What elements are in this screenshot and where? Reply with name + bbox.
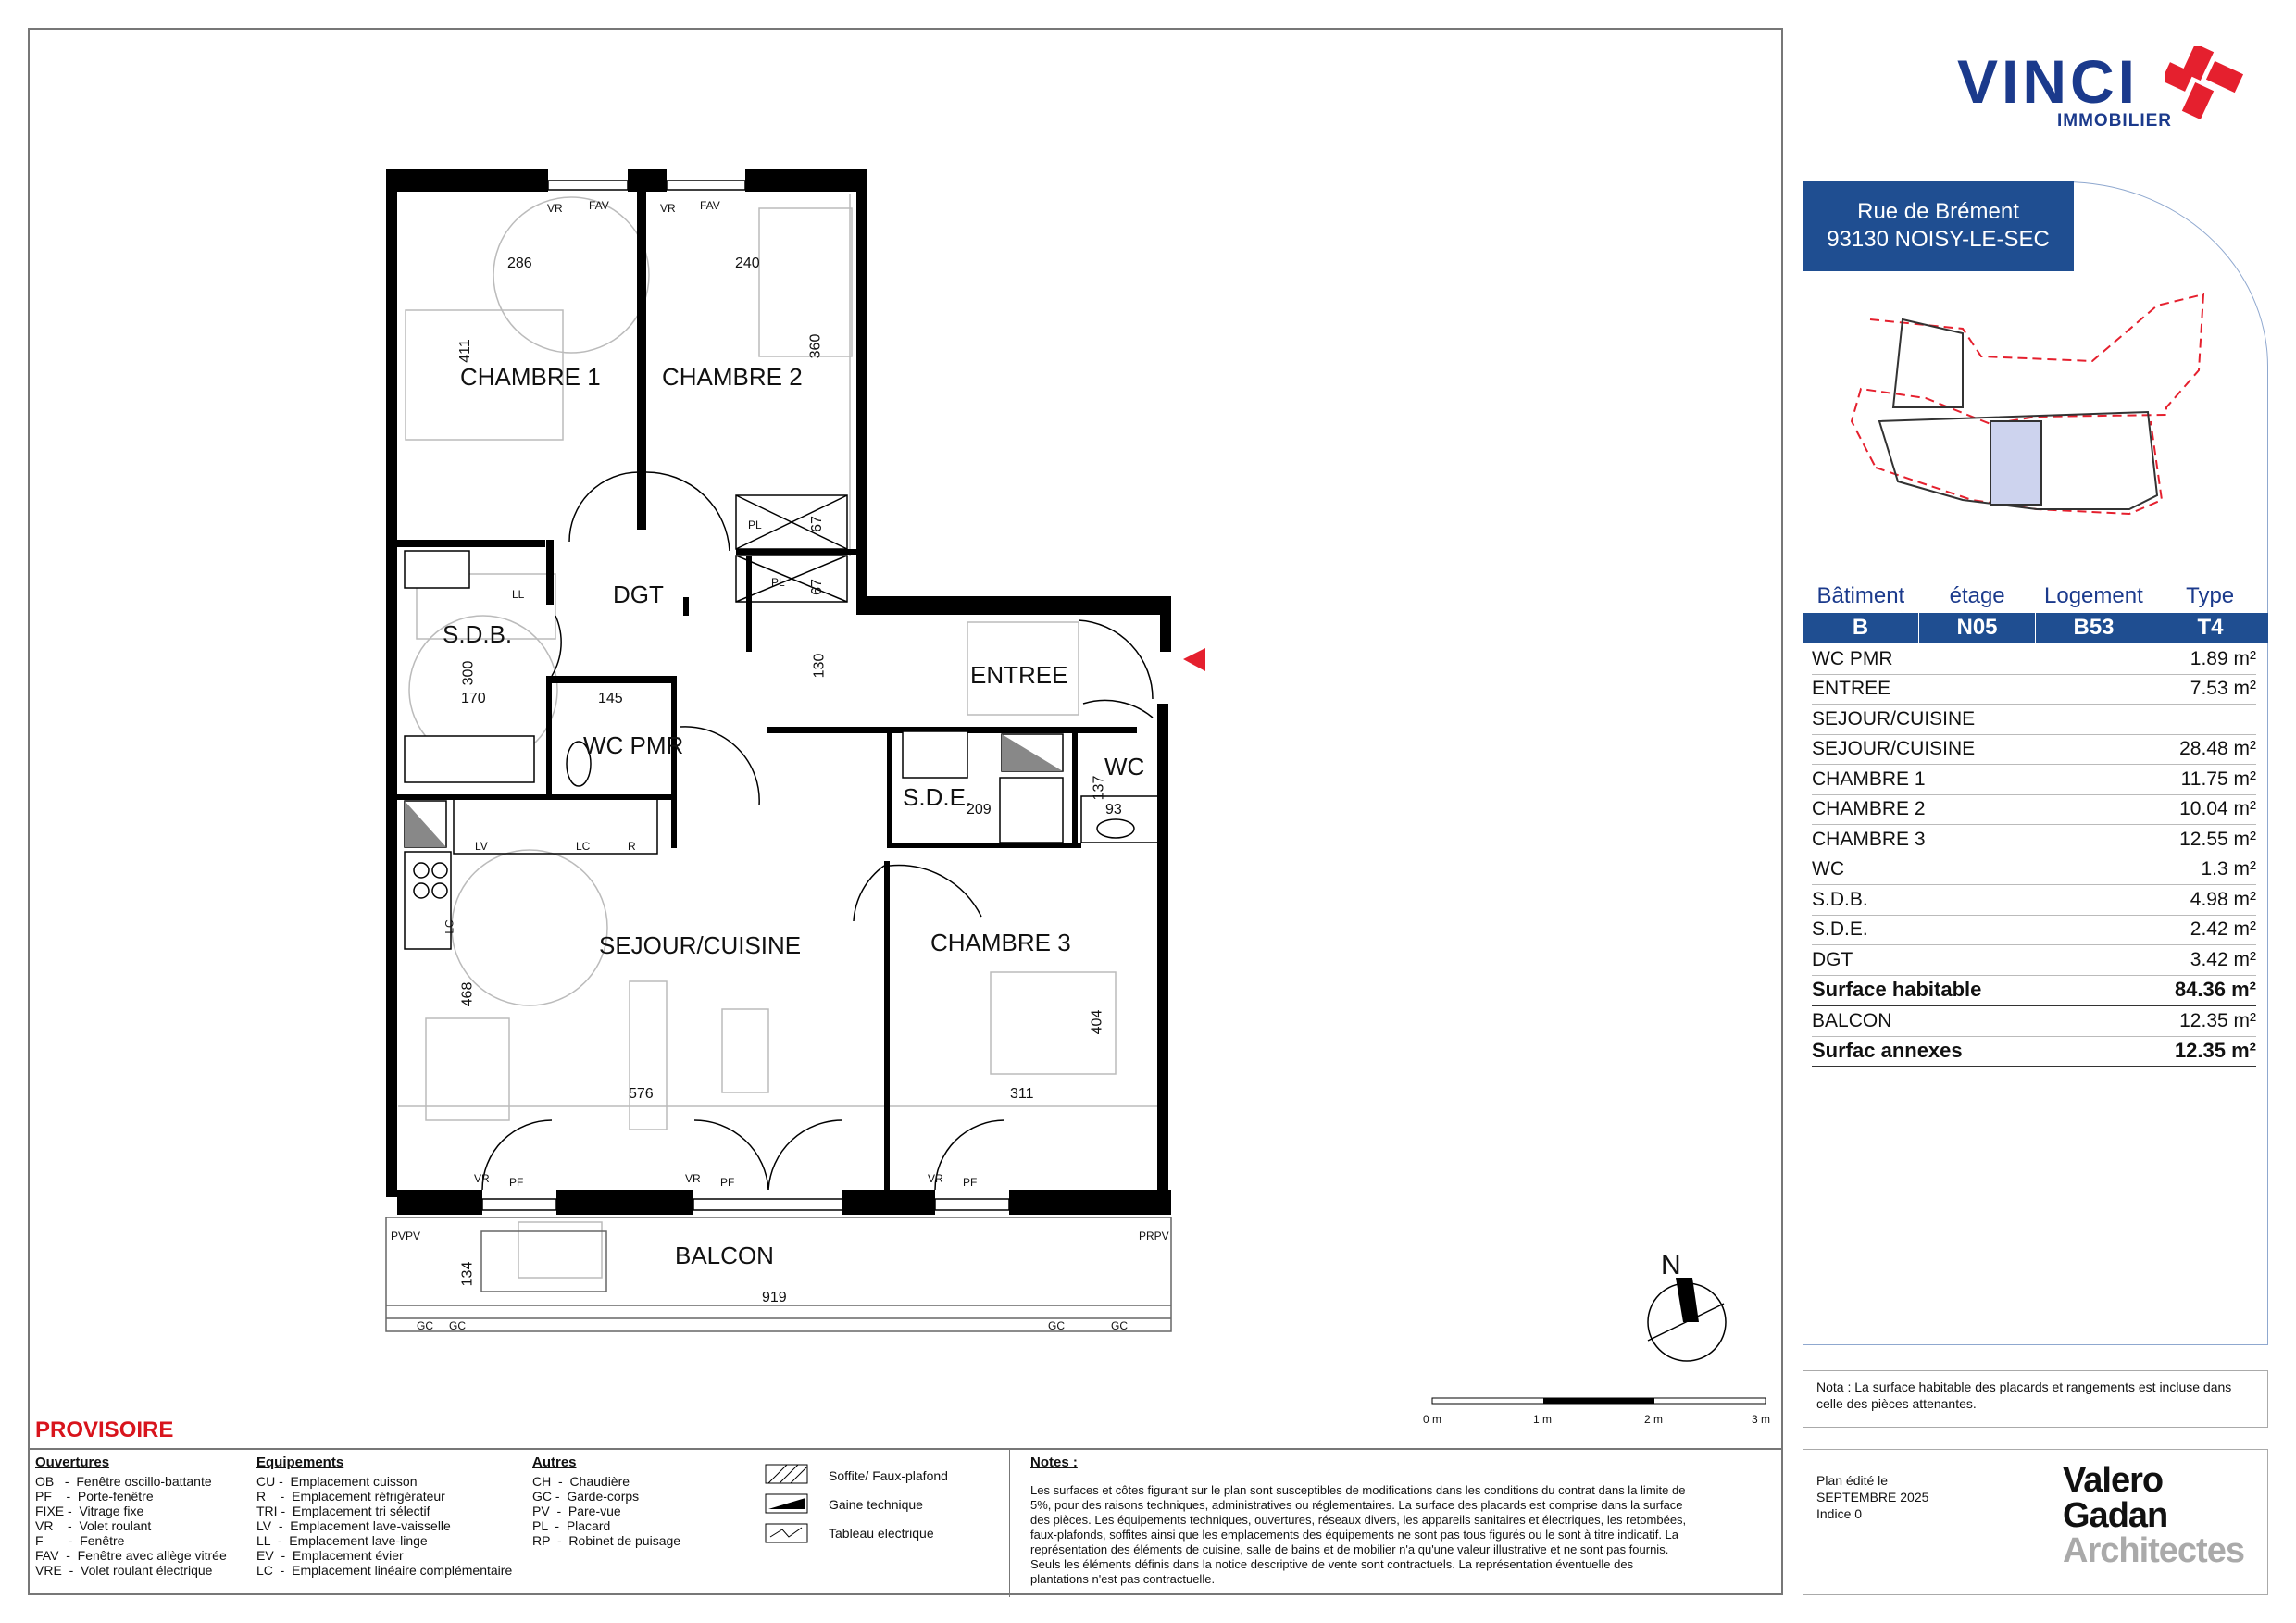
area-row (1812, 735, 2256, 766)
dimension-label: 170 (461, 691, 486, 706)
window-label: VR (685, 1172, 701, 1185)
window-label: VR (660, 202, 676, 215)
room-label-sde: S.D.E. (903, 783, 973, 811)
unit-value-cell: N05 (1918, 613, 2035, 643)
status-label: PROVISOIRE (35, 1417, 174, 1442)
appliance-label: LV (475, 840, 488, 853)
architect-line: Architectes (2063, 1531, 2244, 1570)
area-row (1812, 885, 2256, 916)
area-row (1812, 795, 2256, 826)
legend-item: OB - Fenêtre oscillo-battante (35, 1474, 212, 1489)
area-room-name: ENTREE (1812, 678, 1891, 700)
room-label-chambre1: CHAMBRE 1 (460, 363, 601, 391)
room-label-sdb: S.D.B. (443, 620, 513, 648)
area-room-name: Surfac annexes (1812, 1039, 1963, 1063)
legend-item: VRE - Volet roulant électrique (35, 1563, 213, 1578)
room-label-wcpmr: WC PMR (583, 731, 684, 759)
legend-item: RP - Robinet de puisage (532, 1533, 681, 1548)
window-label: FAV (589, 199, 609, 212)
area-room-name: CHAMBRE 3 (1812, 828, 1926, 850)
legend-item: Soffite/ Faux-plafond (829, 1468, 948, 1483)
legend-item: F - Fenêtre (35, 1533, 125, 1548)
area-value: 11.75 m² (2180, 768, 2256, 790)
dimension-label: 404 (1089, 1009, 1105, 1035)
window-label: PF (509, 1176, 524, 1189)
dimension-label: 130 (811, 653, 828, 679)
balcony-label: PVPV (391, 1230, 421, 1242)
area-value: 28.48 m² (2179, 738, 2256, 760)
area-room-name: CHAMBRE 1 (1812, 768, 1926, 790)
closet-label: PL (748, 518, 762, 531)
vinci-logo-text: VINCI (1957, 47, 2140, 116)
area-value: 84.36 m² (2174, 978, 2256, 1002)
dimension-label: 67 (808, 516, 825, 532)
dimension-label: 576 (629, 1086, 654, 1102)
dimension-label: 240 (735, 256, 760, 271)
area-row (1812, 1037, 2256, 1068)
dimension-label: 67 (808, 579, 825, 595)
area-value: 4.98 m² (2190, 888, 2256, 910)
area-row (1812, 825, 2256, 855)
window-label: PF (963, 1176, 978, 1189)
appliance-label: LC (576, 840, 591, 853)
unit-table-header (1803, 580, 2268, 613)
legend-item: CU - Emplacement cuisson (256, 1474, 418, 1489)
window-label: VR (547, 202, 563, 215)
legend-divider (1009, 1450, 1010, 1597)
area-row (1812, 855, 2256, 886)
railing-label: GC (1048, 1319, 1065, 1332)
scale-label: 3 m (1752, 1413, 1771, 1426)
dimension-label: 468 (459, 981, 476, 1007)
railing-label: GC (449, 1319, 466, 1332)
architect-line: Gadan (2063, 1496, 2168, 1535)
legend-item: TRI - Emplacement tri sélectif (256, 1504, 430, 1518)
legend-item: EV - Emplacement évier (256, 1548, 404, 1563)
legend-item: LL - Emplacement lave-linge (256, 1533, 428, 1548)
address-street: Rue de Brément (1857, 199, 2019, 224)
legend-heading: Equipements (256, 1454, 344, 1470)
legend-item: Tableau electrique (829, 1526, 934, 1541)
legend-item: FAV - Fenêtre avec allège vitrée (35, 1548, 227, 1563)
legend-item: Gaine technique (829, 1497, 923, 1512)
appliance-label: LC (443, 919, 456, 934)
area-row (1812, 765, 2256, 795)
dimension-label: 137 (1091, 775, 1107, 801)
vinci-logo-subtext: IMMOBILIER (2057, 111, 2172, 131)
area-row (1812, 705, 2256, 735)
area-room-name: S.D.B. (1812, 888, 1868, 910)
legend-item: FIXE - Vitrage fixe (35, 1504, 144, 1518)
area-value: 12.35 m² (2179, 1009, 2256, 1031)
area-room-name: S.D.E. (1812, 918, 1868, 941)
edition-box (1803, 1449, 2268, 1595)
balcony-label: PRPV (1139, 1230, 1169, 1242)
compass-north-label: N (1661, 1250, 1681, 1280)
legend-heading: Ouvertures (35, 1454, 110, 1470)
area-value: 1.3 m² (2201, 858, 2256, 880)
architect-line: Valero (2063, 1461, 2164, 1500)
legend-notes-text: Les surfaces et côtes figurant sur le plan sont susceptibles de modifications dans les conditions du contrat dans la limite de 5%, pour des raisons techniques, administratives ou réglementaires. La surface des placards est comprise dans la surface des pièces. Les équipements techniques, ouvertures, réseaux divers, les appareils sanitaires et électriques, les retombées, faux-plafonds, soffites ainsi que les emplacements des équipements ne sont pas tous figurés ou le sont à titre indicatif. La représentation des éléments de cuisine, salle de bains et de mobilier n'a qu'une valeur illustrative et ne sont pas fournis. Seuls les éléments définis dans la notice descriptive de vente sont contractuels. La représentation éventuelle des plantations n'est pas contractuelle. (1030, 1483, 1687, 1586)
area-room-name: DGT (1812, 948, 1853, 970)
room-label-dgt: DGT (613, 581, 664, 608)
legend-autres (532, 1455, 680, 1548)
area-row (1812, 916, 2256, 946)
area-row (1812, 644, 2256, 675)
area-room-name: SEJOUR/CUISINE (1812, 738, 1976, 760)
legend-notes-heading-wrap (1030, 1455, 1078, 1474)
dimension-label: 286 (507, 256, 532, 271)
window-label: VR (474, 1172, 490, 1185)
dimension-label: 919 (762, 1290, 787, 1305)
legend-heading: Autres (532, 1454, 577, 1470)
area-room-name: Surface habitable (1812, 978, 1982, 1002)
dimension-label: 93 (1105, 802, 1122, 818)
area-row (1812, 675, 2256, 705)
area-room-name: WC PMR (1812, 647, 1893, 669)
area-row (1812, 1006, 2256, 1037)
room-label-entree: ENTREE (970, 661, 1068, 689)
unit-value-cell: T4 (2152, 613, 2268, 643)
edition-text (1816, 1472, 1928, 1522)
vinci-cross-icon (2165, 46, 2248, 120)
area-value: 3.42 m² (2190, 948, 2256, 970)
dimension-label: 360 (807, 333, 824, 359)
legend-ouvertures (35, 1455, 227, 1578)
edition-line: Plan édité le (1816, 1473, 1889, 1488)
unit-header-cell: Logement (2044, 583, 2143, 608)
unit-header-cell: Type (2186, 583, 2235, 608)
room-label-chambre3: CHAMBRE 3 (930, 929, 1071, 956)
legend-item: LV - Emplacement lave-vaisselle (256, 1518, 451, 1533)
legend-item: GC - Garde-corps (532, 1489, 640, 1504)
address-box (1803, 181, 2074, 271)
dimension-label: 311 (1010, 1086, 1034, 1102)
surface-note: Nota : La surface habitable des placards et rangements est incluse dans celle des pièces attenantes. (1803, 1370, 2268, 1428)
room-label-sejour: SEJOUR/CUISINE (599, 931, 802, 959)
area-table (1812, 644, 2256, 1067)
unit-table-values (1803, 613, 2268, 643)
address-city: 93130 NOISY-LE-SEC (1827, 227, 2050, 252)
area-value: 7.53 m² (2190, 678, 2256, 700)
legend-item: LC - Emplacement linéaire complémentaire (256, 1563, 513, 1578)
legend-item: PF - Porte-fenêtre (35, 1489, 154, 1504)
window-label: VR (928, 1172, 943, 1185)
scale-label: 2 m (1644, 1413, 1664, 1426)
edition-line: SEPTEMBRE 2025 (1816, 1490, 1929, 1504)
room-label-chambre2: CHAMBRE 2 (662, 363, 803, 391)
window-label: PF (720, 1176, 735, 1189)
legend-symbols (829, 1468, 948, 1554)
legend-item: PL - Placard (532, 1518, 611, 1533)
window-label: FAV (700, 199, 720, 212)
area-room-name: WC (1812, 858, 1844, 880)
unit-value-cell: B (1852, 615, 1869, 640)
dimension-label: 411 (456, 339, 473, 363)
legend-item: PV - Pare-vue (532, 1504, 621, 1518)
area-value: 1.89 m² (2190, 647, 2256, 669)
dimension-label: 300 (460, 660, 477, 686)
unit-value-cell: B53 (2035, 613, 2152, 643)
vinci-logo (1944, 46, 2250, 139)
room-label-balcon: BALCON (675, 1242, 774, 1269)
scale-label: 0 m (1423, 1413, 1442, 1426)
legend-item: R - Emplacement réfrigérateur (256, 1489, 445, 1504)
closet-label: PL (771, 576, 785, 589)
appliance-label: LL (512, 588, 525, 601)
unit-header-cell: Bâtiment (1816, 583, 1905, 608)
legend (28, 1448, 1783, 1597)
edition-line: Indice 0 (1816, 1506, 1863, 1521)
legend-item: CH - Chaudière (532, 1474, 630, 1489)
dimension-label: 145 (598, 691, 623, 706)
railing-label: GC (417, 1319, 433, 1332)
area-room-name: SEJOUR/CUISINE (1812, 707, 1976, 730)
unit-header-cell: étage (1949, 583, 2005, 608)
area-row (1812, 945, 2256, 976)
legend-equipements (256, 1455, 512, 1578)
area-room-name: BALCON (1812, 1009, 1892, 1031)
room-label-wc: WC (1104, 753, 1145, 780)
area-row (1812, 976, 2256, 1007)
railing-label: GC (1111, 1319, 1128, 1332)
area-value: 2.42 m² (2190, 918, 2256, 941)
dimension-label: 134 (459, 1261, 476, 1287)
legend-heading: Notes : (1030, 1454, 1078, 1470)
architect-logo (2063, 1463, 2244, 1568)
area-value: 12.35 m² (2174, 1039, 2256, 1063)
legend-item: VR - Volet roulant (35, 1518, 152, 1533)
appliance-label: R (628, 840, 636, 853)
dimension-label: 209 (967, 802, 992, 818)
area-value: 10.04 m² (2179, 798, 2256, 820)
area-room-name: CHAMBRE 2 (1812, 798, 1926, 820)
scale-label: 1 m (1533, 1413, 1553, 1426)
area-value: 12.55 m² (2179, 828, 2256, 850)
